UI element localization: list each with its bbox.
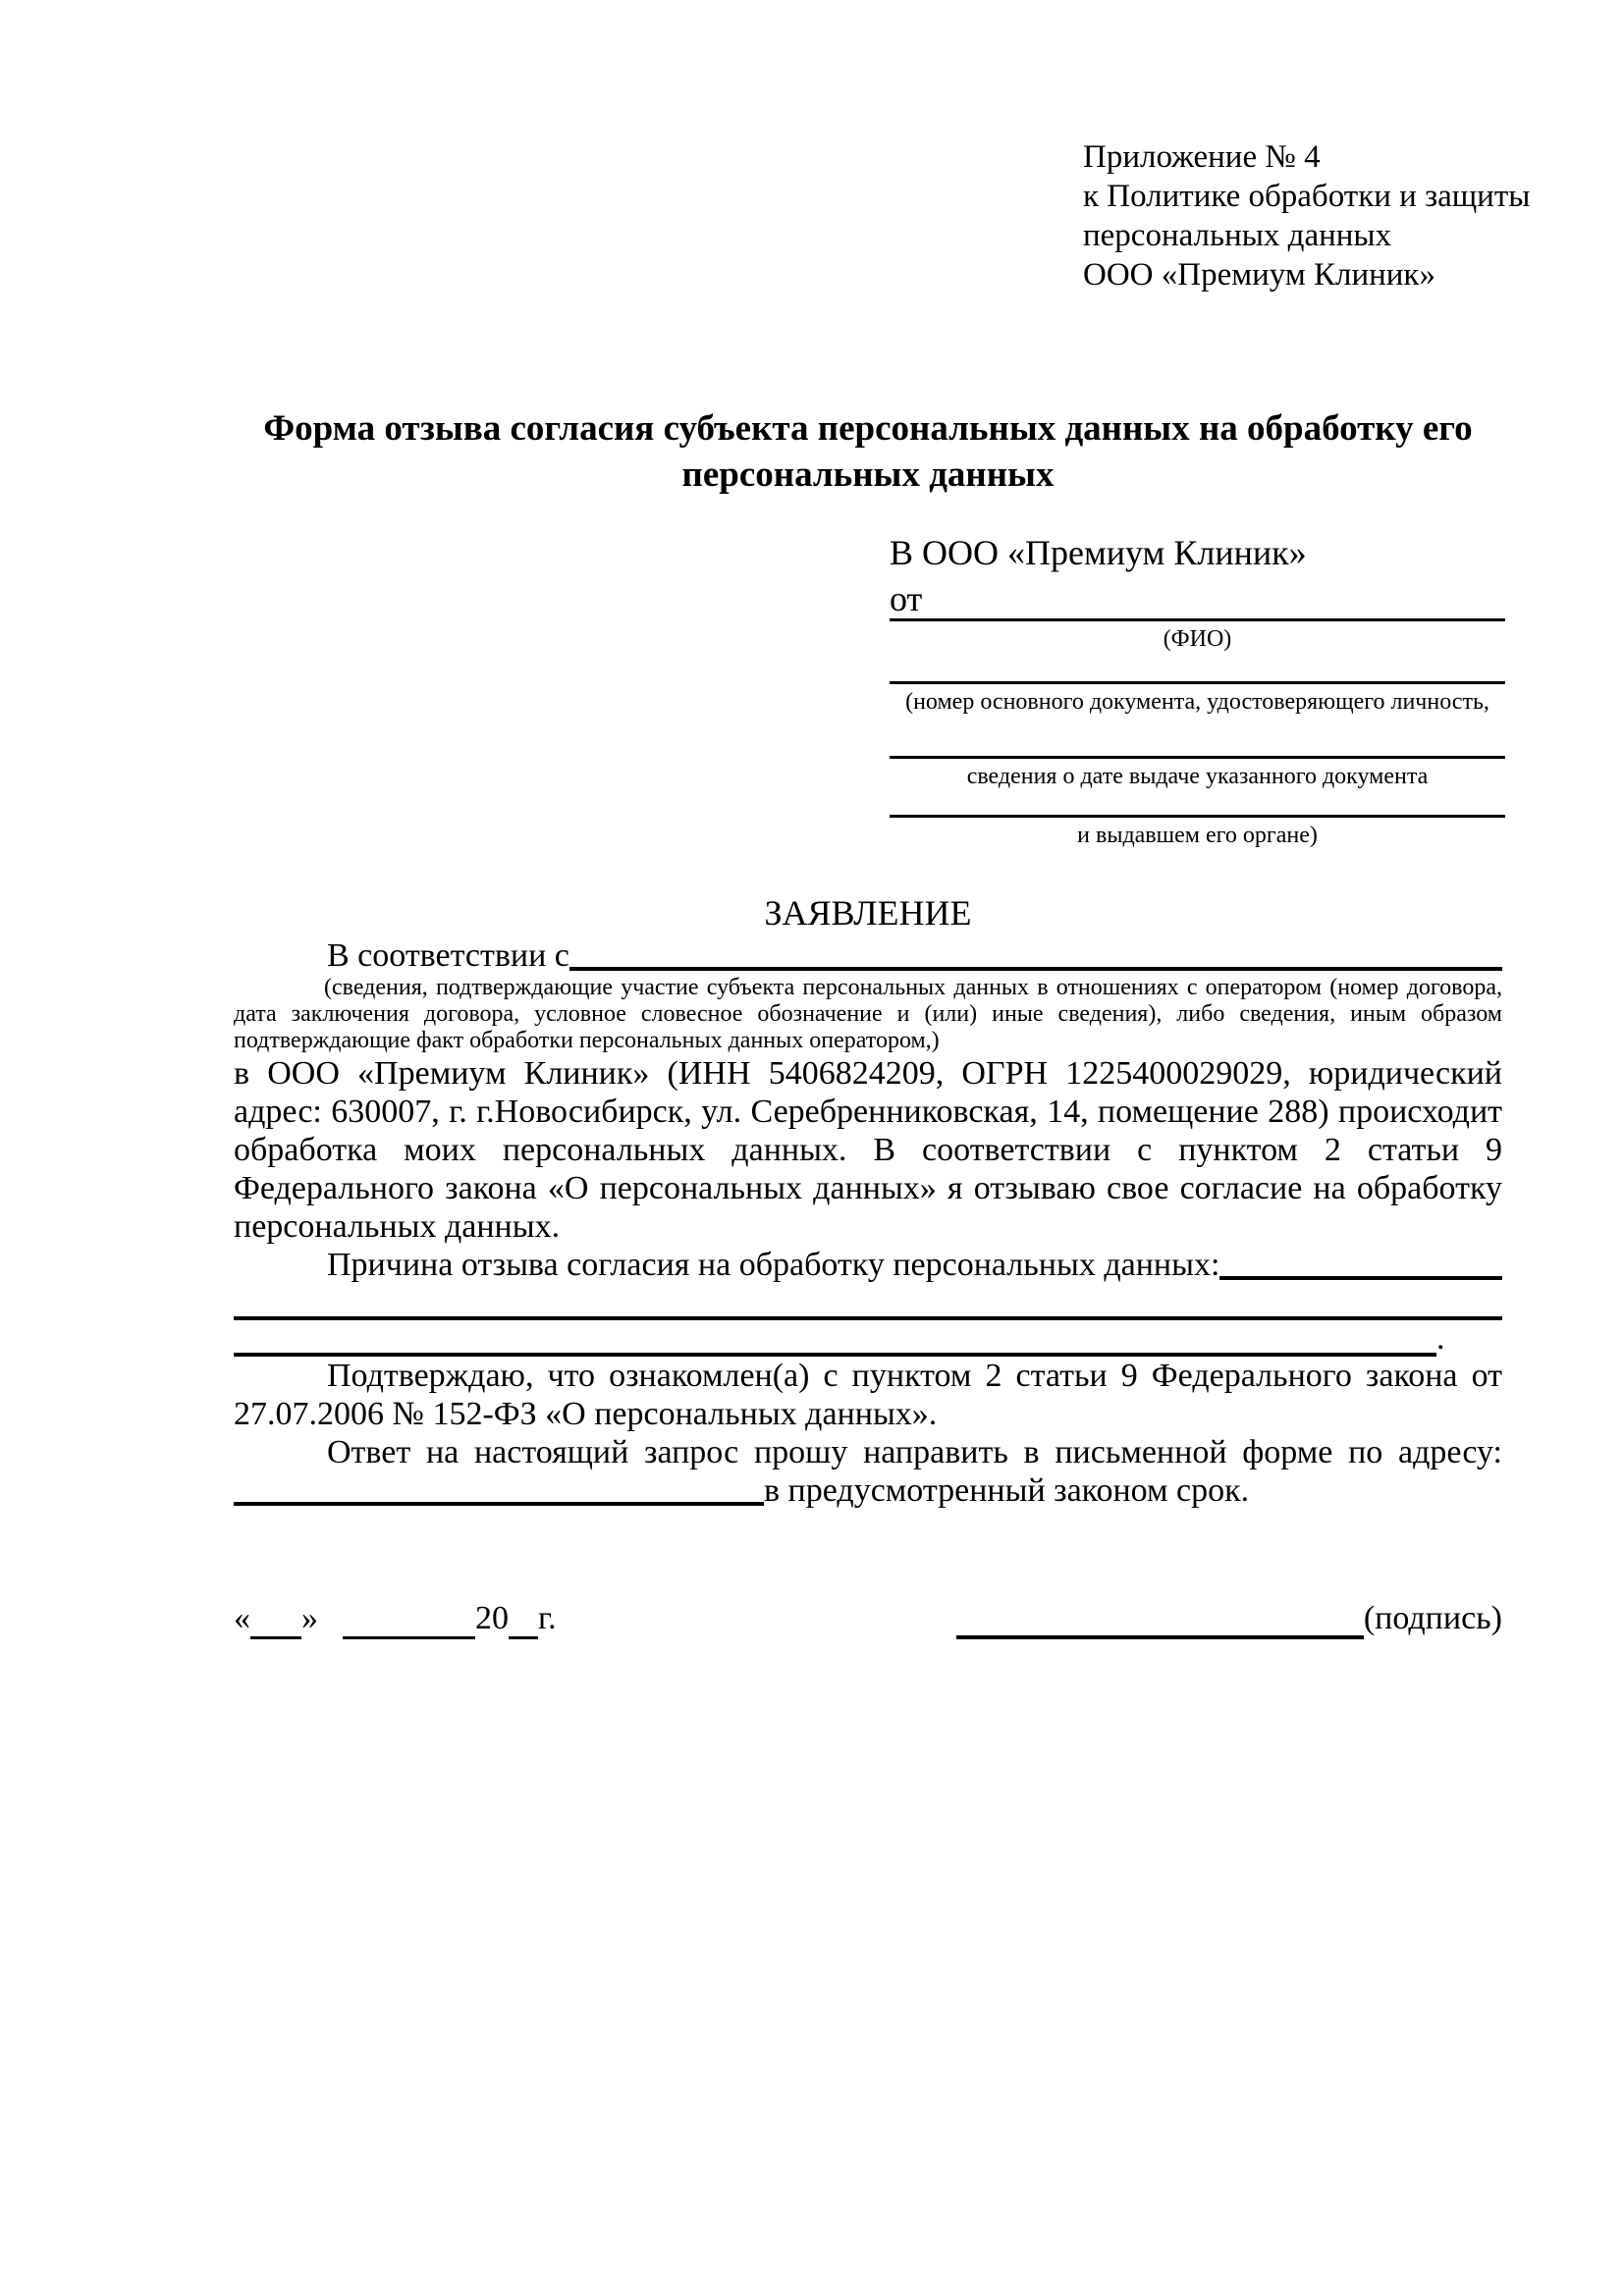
reason-row xyxy=(234,1246,1502,1284)
year-input-line[interactable] xyxy=(509,1603,538,1639)
issue-date-field[interactable] xyxy=(890,756,1505,791)
reply-request-line: Ответ на настоящий запрос прошу направить в письменной форме по адресу: xyxy=(327,1434,1502,1470)
reason-input-line-3[interactable] xyxy=(234,1320,1436,1357)
date-quote-open: « xyxy=(234,1600,250,1636)
fio-field[interactable] xyxy=(890,618,1505,654)
basis-input-line[interactable] xyxy=(569,936,1502,971)
operator-paragraph: в ООО «Премиум Клиник» (ИНН 5406824209, ОГРН 1225400029029, юридический адрес: 630007, г. г.Новосибирск, ул. Серебренниковская, 14, помещение 288) происходит обработка моих персональных данных. В соответствии с пунктом 2 статьи 9 Федерального закона «О персональных данных» я отзываю свое согласие на обработку персональных данных. xyxy=(234,1055,1502,1245)
signature-caption: (подпись) xyxy=(1363,1600,1502,1636)
id-document-field[interactable] xyxy=(890,681,1505,717)
reply-address-row xyxy=(234,1471,1502,1510)
reason-end-period: . xyxy=(1436,1320,1445,1357)
date-field xyxy=(234,1598,557,1639)
reason-line-3-row xyxy=(234,1320,1502,1357)
issue-date-field-caption: сведения о дате выдаче указанного документа xyxy=(966,764,1429,789)
statement-heading: ЗАЯВЛЕНИЕ xyxy=(764,893,972,933)
month-input-line[interactable] xyxy=(343,1603,475,1639)
addressee-from-label: от xyxy=(890,579,923,618)
addressee-to: В ООО «Премиум Клиник» xyxy=(890,533,1307,572)
signature-input-line[interactable] xyxy=(956,1602,1364,1639)
id-document-field-caption: (номер основного документа, удостоверяющего личность, xyxy=(905,689,1489,715)
day-input-line[interactable] xyxy=(250,1603,301,1639)
address-input-line[interactable] xyxy=(234,1471,764,1506)
date-year-suffix: г. xyxy=(538,1600,557,1636)
signature-field xyxy=(956,1598,1502,1639)
appendix-header-line: Приложение № 4 xyxy=(1083,139,1321,175)
appendix-header-line: персональных данных xyxy=(1083,218,1392,253)
footer-row xyxy=(234,1598,1502,1639)
appendix-header xyxy=(1083,137,1530,294)
issuing-authority-field-caption: и выдавшем его органе) xyxy=(1077,823,1318,848)
appendix-header-line: ООО «Премиум Клиник» xyxy=(1083,257,1435,293)
reason-prefix: Причина отзыва согласия на обработку персональных данных: xyxy=(327,1247,1220,1283)
issuing-authority-field[interactable] xyxy=(890,815,1505,850)
confirmation-paragraph: Подтверждаю, что ознакомлен(а) с пунктом 2 статьи 9 Федерального закона от 27.07.2006 № 152-ФЗ «О персональных данных». xyxy=(234,1358,1502,1432)
basis-row xyxy=(234,936,1502,975)
fio-field-caption: (ФИО) xyxy=(1163,626,1232,652)
date-quote-close: » xyxy=(301,1600,318,1636)
reason-input-line[interactable] xyxy=(1219,1246,1502,1280)
reason-input-line-2[interactable] xyxy=(234,1284,1502,1320)
reply-suffix: в предусмотренный законом срок. xyxy=(764,1472,1250,1509)
clarification-note: (сведения, подтверждающие участие субъекта персональных данных в отношениях с оператором (номер договора, дата заключения договора, условное словесное обозначение и (или) иные сведения), либо сведения, иным образом подтверждающие факт обработки персональных данных оператором,) xyxy=(234,975,1502,1053)
date-year-prefix: 20 xyxy=(475,1600,509,1636)
basis-prefix: В соответствии с xyxy=(327,937,569,974)
document-title: Форма отзыва согласия субъекта персональных данных на обработку его персональных данных xyxy=(263,408,1473,495)
appendix-header-line: к Политике обработки и защиты xyxy=(1083,179,1531,214)
statement-body xyxy=(234,936,1502,1510)
